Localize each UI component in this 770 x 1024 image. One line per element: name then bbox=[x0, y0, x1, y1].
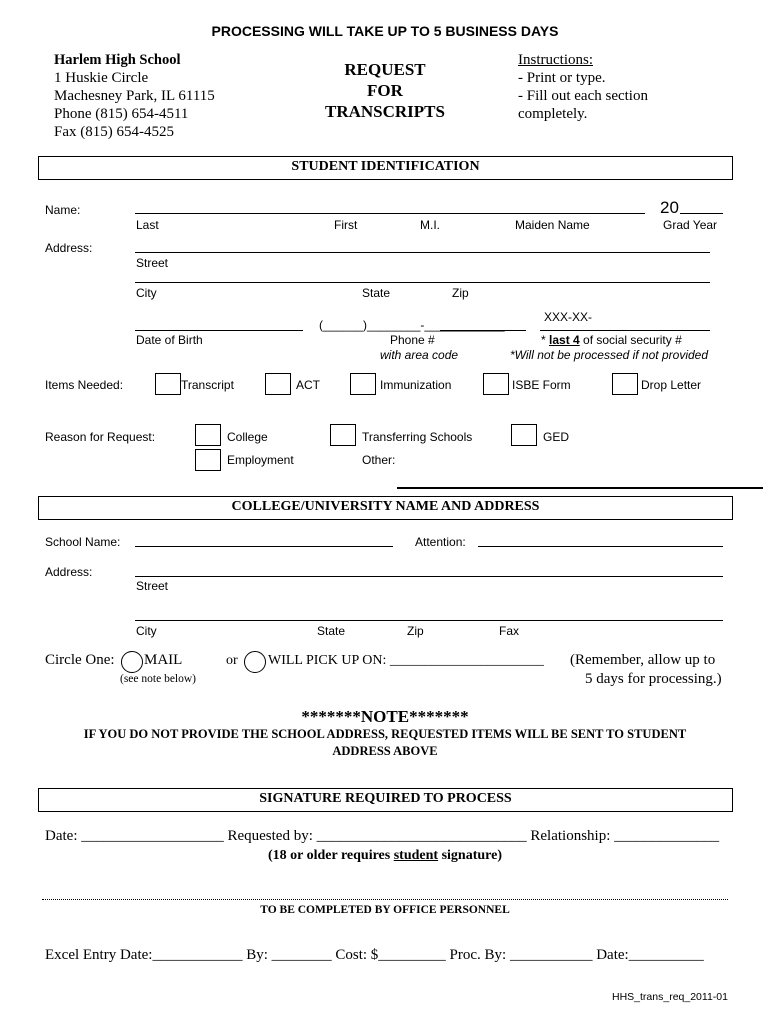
grad-year-prefix: 20 bbox=[660, 198, 679, 217]
remember-line-1: (Remember, allow up to bbox=[570, 652, 716, 668]
school-fax: Fax (815) 654-4525 bbox=[54, 124, 174, 140]
area-code-caption: with area code bbox=[380, 348, 459, 362]
act-label: ACT bbox=[296, 378, 320, 392]
instruction-2: - Fill out each section bbox=[518, 88, 648, 104]
see-note-label: (see note below) bbox=[120, 673, 196, 685]
immunization-checkbox[interactable] bbox=[350, 373, 376, 395]
isbe-form-checkbox[interactable] bbox=[483, 373, 509, 395]
ssn-caption bbox=[541, 333, 682, 347]
pickup-option-label[interactable]: WILL PICK UP ON: ______________________ bbox=[268, 653, 544, 668]
remember-line-2: 5 days for processing.) bbox=[585, 671, 722, 687]
school-street: 1 Huskie Circle bbox=[54, 70, 149, 86]
mail-option-label: MAIL bbox=[144, 652, 183, 668]
college-section-header bbox=[38, 496, 733, 520]
state-caption: State bbox=[362, 286, 391, 300]
employment-label: Employment bbox=[227, 453, 294, 467]
city-state-zip-field[interactable] bbox=[135, 282, 710, 283]
student-section-header bbox=[38, 156, 733, 180]
ssn-warning: *Will not be processed if not provided bbox=[510, 348, 708, 362]
mail-option-circle[interactable] bbox=[121, 651, 143, 673]
age-requirement-post: signature) bbox=[438, 848, 502, 863]
college-checkbox[interactable] bbox=[195, 424, 221, 446]
age-requirement-pre: (18 or older requires bbox=[267, 848, 394, 863]
college-address-label: Address: bbox=[45, 565, 93, 579]
instruction-3: completely. bbox=[518, 106, 588, 122]
circle-one-label: Circle One: bbox=[45, 652, 115, 668]
pickup-option-circle[interactable] bbox=[244, 651, 266, 673]
signature-fields[interactable]: Date: ___________________ Requested by: ____________________________ Relationship: ______________ bbox=[45, 828, 720, 844]
grad-year-field[interactable] bbox=[680, 213, 723, 214]
transferring-label: Transferring Schools bbox=[362, 430, 473, 444]
address-label: Address: bbox=[45, 241, 93, 255]
college-label: College bbox=[227, 430, 268, 444]
grad-year-caption: Grad Year bbox=[663, 218, 718, 232]
school-name-label: School Name: bbox=[45, 535, 121, 549]
mi-caption: M.I. bbox=[420, 218, 440, 232]
title-line-1: REQUEST bbox=[344, 60, 426, 79]
college-city-field[interactable] bbox=[135, 620, 723, 621]
attention-label: Attention: bbox=[415, 535, 466, 549]
dob-caption: Date of Birth bbox=[136, 333, 203, 347]
college-section-title: COLLEGE/UNIVERSITY NAME AND ADDRESS bbox=[231, 499, 540, 514]
immunization-label: Immunization bbox=[380, 378, 452, 392]
ssn-star: * bbox=[541, 333, 550, 347]
street-field[interactable] bbox=[135, 252, 710, 253]
drop-letter-checkbox[interactable] bbox=[612, 373, 638, 395]
zip-caption: Zip bbox=[452, 286, 469, 300]
phone-field[interactable]: (______)________-____________ bbox=[319, 318, 505, 332]
college-city-caption: City bbox=[136, 624, 157, 638]
dob-field[interactable] bbox=[135, 330, 303, 331]
city-caption: City bbox=[136, 286, 157, 300]
office-divider bbox=[42, 899, 728, 900]
or-label: or bbox=[226, 653, 238, 668]
note-line-2: ADDRESS ABOVE bbox=[332, 744, 438, 758]
note-line-1: IF YOU DO NOT PROVIDE THE SCHOOL ADDRESS, REQUESTED ITEMS WILL BE SENT TO STUDENT bbox=[83, 727, 687, 741]
instructions-heading: Instructions: bbox=[518, 52, 593, 68]
college-state-caption: State bbox=[317, 624, 346, 638]
signature-section-header bbox=[38, 788, 733, 812]
transferring-checkbox[interactable] bbox=[330, 424, 356, 446]
college-zip-caption: Zip bbox=[407, 624, 424, 638]
processing-banner: PROCESSING WILL TAKE UP TO 5 BUSINESS DAYS bbox=[211, 23, 559, 39]
phone-caption: Phone # bbox=[390, 333, 435, 347]
other-label: Other: bbox=[362, 453, 396, 467]
title-line-3: TRANSCRIPTS bbox=[325, 102, 445, 121]
college-street-caption: Street bbox=[136, 579, 169, 593]
other-field[interactable] bbox=[397, 487, 763, 489]
items-label: Items Needed: bbox=[45, 378, 124, 392]
signature-section-title: SIGNATURE REQUIRED TO PROCESS bbox=[259, 791, 512, 806]
note-title: *******NOTE******* bbox=[301, 707, 469, 726]
form-id: HHS_trans_req_2011-01 bbox=[612, 991, 728, 1003]
college-street-field[interactable] bbox=[135, 576, 723, 577]
act-checkbox[interactable] bbox=[265, 373, 291, 395]
ssn-last4: last 4 bbox=[549, 333, 580, 347]
phone-underline bbox=[440, 330, 526, 331]
school-phone: Phone (815) 654-4511 bbox=[54, 106, 189, 122]
isbe-form-label: ISBE Form bbox=[512, 378, 571, 392]
ssn-rest: of social security # bbox=[579, 333, 682, 347]
last-caption: Last bbox=[136, 218, 159, 232]
employment-checkbox[interactable] bbox=[195, 449, 221, 471]
age-requirement-student: student bbox=[393, 848, 439, 863]
student-section-title: STUDENT IDENTIFICATION bbox=[291, 159, 480, 174]
transcript-checkbox[interactable] bbox=[155, 373, 181, 395]
ged-checkbox[interactable] bbox=[511, 424, 537, 446]
transcript-label: Transcript bbox=[181, 378, 234, 392]
age-requirement bbox=[0, 848, 770, 864]
name-field[interactable] bbox=[135, 213, 645, 214]
street-caption: Street bbox=[136, 256, 169, 270]
first-caption: First bbox=[334, 218, 358, 232]
attention-field[interactable] bbox=[478, 546, 723, 547]
name-label: Name: bbox=[45, 203, 81, 217]
college-fax-caption: Fax bbox=[499, 624, 520, 638]
maiden-caption: Maiden Name bbox=[515, 218, 590, 232]
school-city: Machesney Park, IL 61115 bbox=[54, 88, 215, 104]
office-fields[interactable]: Excel Entry Date:____________ By: ________ Cost: $_________ Proc. By: ___________ Date:__________ bbox=[45, 947, 704, 963]
ged-label: GED bbox=[543, 430, 570, 444]
reason-label: Reason for Request: bbox=[45, 430, 156, 444]
office-header: TO BE COMPLETED BY OFFICE PERSONNEL bbox=[260, 904, 510, 916]
title-line-2: FOR bbox=[367, 81, 403, 100]
school-name: Harlem High School bbox=[54, 52, 181, 68]
drop-letter-label: Drop Letter bbox=[641, 378, 702, 392]
school-name-field[interactable] bbox=[135, 546, 393, 547]
ssn-prefix: XXX-XX- bbox=[544, 310, 593, 324]
instruction-1: - Print or type. bbox=[518, 70, 606, 86]
ssn-field[interactable] bbox=[540, 330, 710, 331]
